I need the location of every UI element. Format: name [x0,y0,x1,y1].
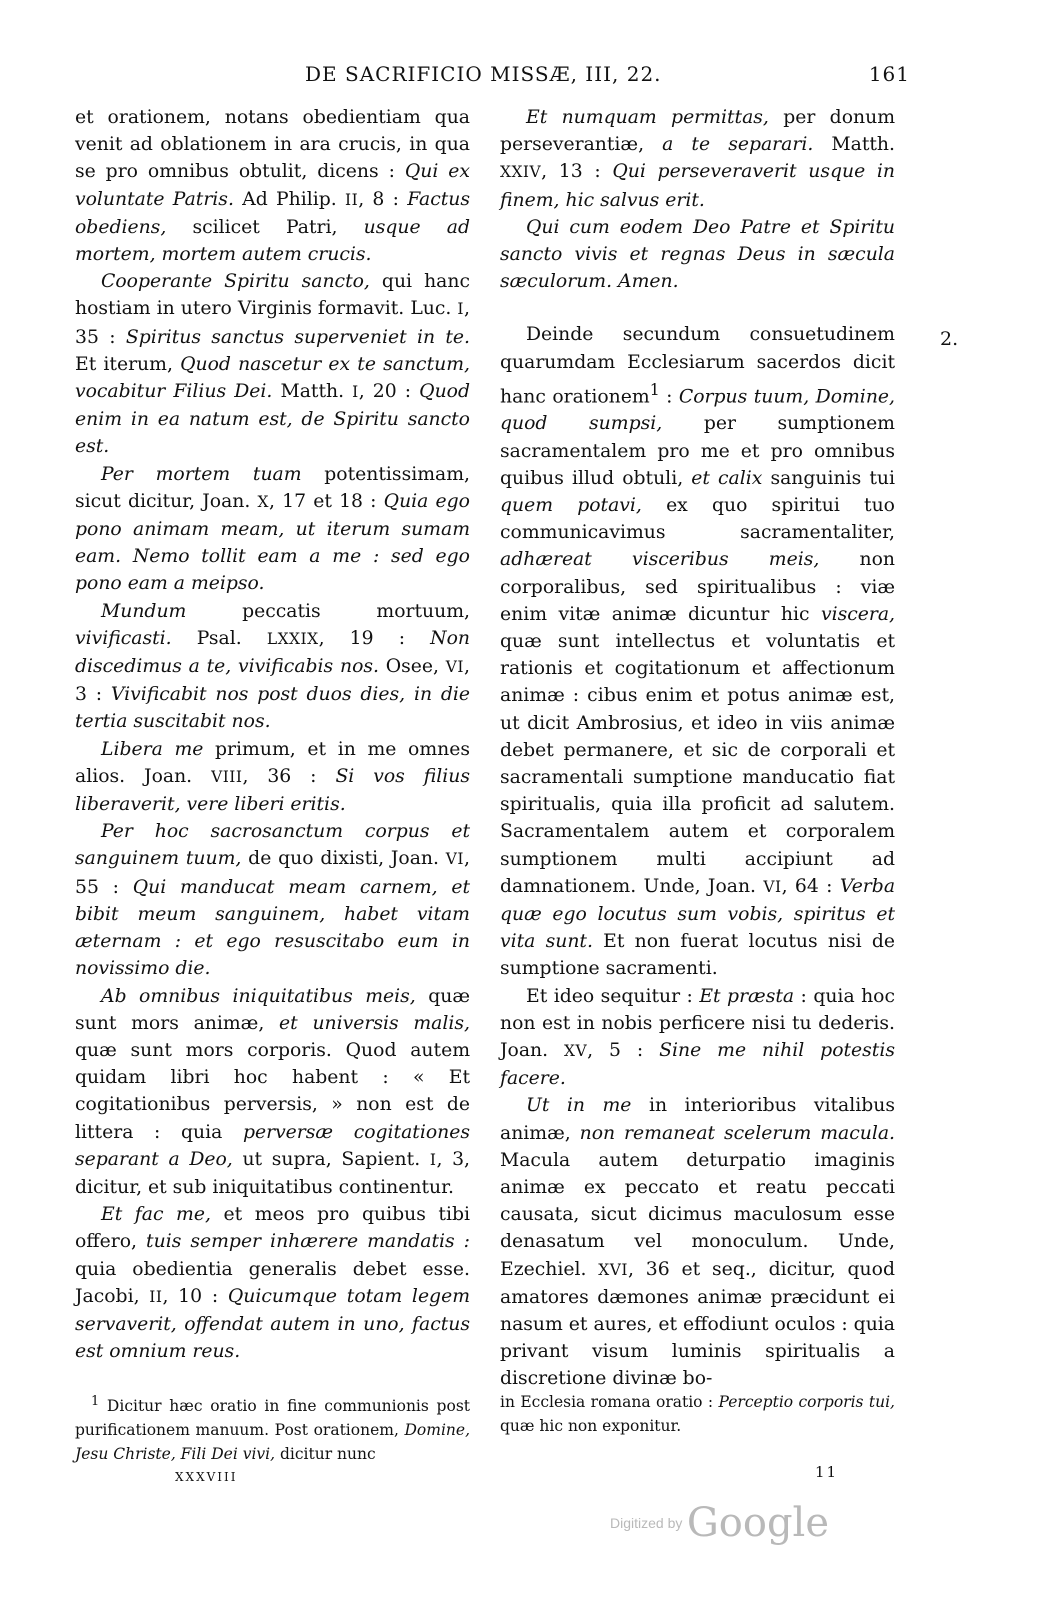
paragraph: Per hoc sacrosanctum corpus et sanguinem tuum, de quo dixisti, Joan. VI, 55 : Qui manducat meam carnem, et bibit meum sanguinem, habet vitam æternam : et ego resuscitabo eum in novissimo die. [75,821,470,980]
paragraph: Ab omnibus iniquitatibus meis, quæ sunt mors animæ, et universis malis, quæ sunt mors corporis. Quod autem quidam libri hoc habent : « Et cogitationibus perversis, » non est de littera : quia perversæ cogitationes separant a Deo, ut supra, Sapient. I, 3, dicitur, et sub iniquitatibus continentur. [75,985,471,1198]
paragraph: Mundum peccatis mortuum, vivificasti. Psal. LXXIX, 19 : Non discedimus a te, vivificabis nos. Osee, VI, 3 : Vivificabit nos post duos dies, in die tertia suscitabit nos. [75,600,470,733]
footnote-mark: 1 [91,1394,100,1409]
footnote-right [500,1390,895,1438]
running-title: DE SACRIFICIO MISSÆ, III, 22. [305,62,662,86]
watermark-brand: Google [686,1500,830,1546]
google-watermark [610,1500,829,1546]
paragraph: Et numquam permittas, per donum perseverantiæ, a te separari. Matth. XXIV, 13 : Qui perseveraverit usque in finem, hic salvus erit. [500,107,896,211]
signature-mark-right: 11 [815,1463,839,1481]
paragraph: Per mortem tuam potentissimam, sicut dicitur, Joan. X, 17 et 18 : Quia ego pono animam meam, ut iterum sumam eam. Nemo tollit eam a me : sed ego pono eam a meipso. [75,463,470,595]
footnote-text: in Ecclesia romana oratio : Perceptio corporis tui, quæ hic non exponitur. [500,1393,895,1435]
footnote-left [75,1390,470,1466]
paragraph: et orationem, notans obedientiam qua venit ad oblationem in ara crucis, in qua se pro omnibus obtulit, dicens : Qui ex voluntate Patris. Ad Philip. II, 8 : Factus obediens, scilicet Patri, usque ad mortem, mortem autem crucis. [75,107,470,266]
paragraph: Et fac me, et meos pro quibus tibi offero, tuis semper inhærere mandatis : quia obedientia generalis debet esse. Jacobi, II, 10 : Quicumque totam legem servaverit, offendat autem in uno, factus est omnium reus. [75,1204,471,1363]
watermark-prefix: Digitized by [610,1515,683,1531]
footnote-text: $^1$ Dicitur hæc oratio in fine communionis post purificationem manuum. Post orationem, Domine, Jesu Christe, Fili Dei vivi, dicitur nunc [75,1394,470,1464]
paragraph: Deinde secundum consuetudinem quarumdam Ecclesiarum sacerdos dicit hanc orationem$^1$ : Corpus tuum, Domine, quod sumpsi, per sumptionem sacramentalem pro me et pro omnibus quibus illud obtuli, et calix sanguinis tui quem potavi, ex quo spiritui tuo communicavimus sacramentaliter, adhæreat visceribus meis, non corporalibus, sed spiritualibus : viæ enim vitæ animæ dicuntur hic viscera, quæ sunt intellectus et voluntatis et rationis et cogitationum et affectionum animæ : cibus enim et potus animæ est, ut dicit Ambrosius, et ideo in viis animæ debet permanere, et sic de corporali et sacramentali sumptione manducatio fiat spiritualis, quia illa proficit ad salutem. Sacramentalem autem et corporalem sumptionem multi accipiunt ad damnationem. Unde, Joan. VI, 64 : Verba quæ ego locutus sum vobis, spiritus et vita sunt. Et non fuerat locutus nisi de sumptione sacramenti. [500,324,896,980]
signature-mark-left: XXXVIII [175,1470,238,1484]
footnote-reference: 1 [649,379,660,399]
margin-number: 2. [940,328,959,350]
paragraph: Cooperante Spiritu sancto, qui hanc hostiam in utero Virginis formavit. Luc. I, 35 : Spiritus sanctus superveniet in te. Et iterum, Quod nascetur ex te sanctum, vocabitur Filius Dei. Matth. I, 20 : Quod enim in ea natum est, de Spiritu sancto est. [75,271,470,458]
left-column [75,104,470,1365]
right-column [500,104,895,1393]
paragraph: Et ideo sequitur : Et præsta : quia hoc non est in nobis perficere nisi tu dederis. Joan. XV, 5 : Sine me nihil potestis facere. [500,985,896,1090]
paragraph: Libera me primum, et in me omnes alios. Joan. VIII, 36 : Si vos filius liberaverit, vere liberi eritis. [75,738,470,816]
paragraph: Ut in me in interioribus vitalibus animæ, non remaneat scelerum macula. Macula autem deturpatio imaginis animæ ex peccato et reatu peccati causata, sicut dicimus maculosum esse denasatum vel monoculum. Unde, Ezechiel. XVI, 36 et seq., dicitur, quod amatores dæmones animæ præcidunt ei nasum et aures, et effodiunt oculos : quia privant visum luminis spiritualis a discretione divinæ bo- [500,1095,896,1390]
paragraph: Qui cum eodem Deo Patre et Spiritu sancto vivis et regnas Deus in sæcula sæculorum. Amen. [500,216,895,293]
running-head [75,60,910,90]
page-number: 161 [868,62,910,86]
